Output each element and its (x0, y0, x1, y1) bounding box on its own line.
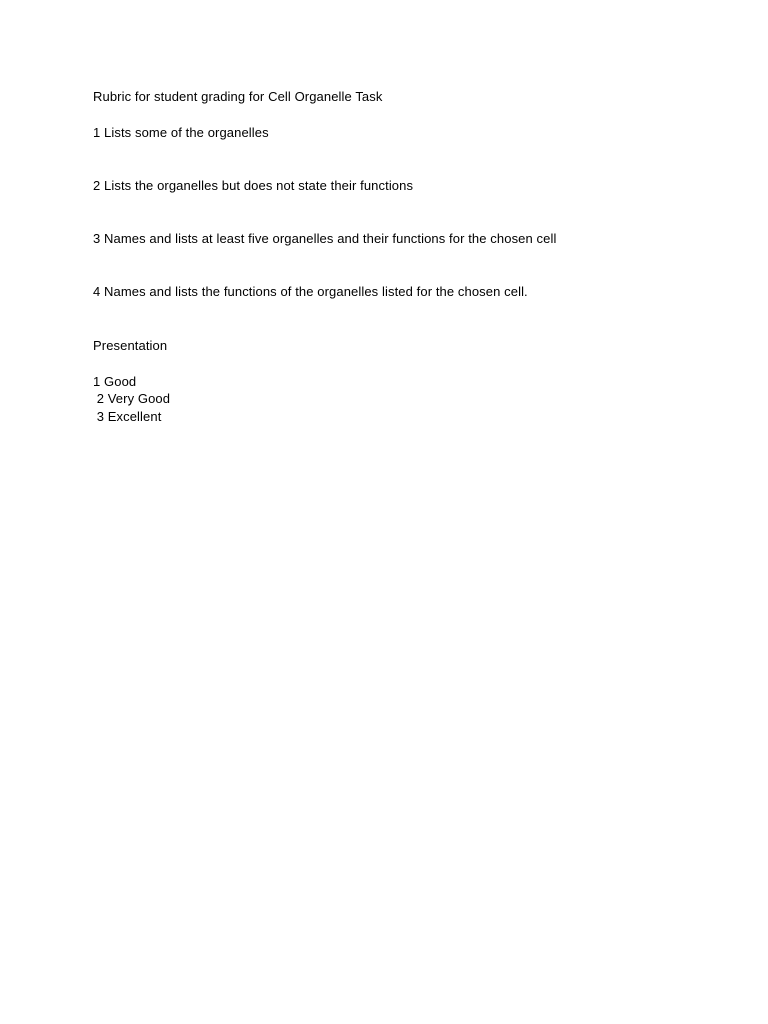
rubric-level-3: 3 Names and lists at least five organelles and their functions for the chosen cell (93, 231, 557, 246)
rubric-level-2: 2 Lists the organelles but does not state their functions (93, 178, 414, 193)
presentation-level-1: 1 Good (93, 374, 137, 389)
presentation-level-2: 2 Very Good (93, 391, 171, 406)
presentation-heading: Presentation (93, 338, 168, 353)
rubric-level-4: 4 Names and lists the functions of the organelles listed for the chosen cell. (93, 284, 528, 299)
rubric-level-1: 1 Lists some of the organelles (93, 125, 269, 140)
document-title: Rubric for student grading for Cell Organelle Task (93, 89, 383, 104)
presentation-level-3: 3 Excellent (93, 409, 162, 424)
